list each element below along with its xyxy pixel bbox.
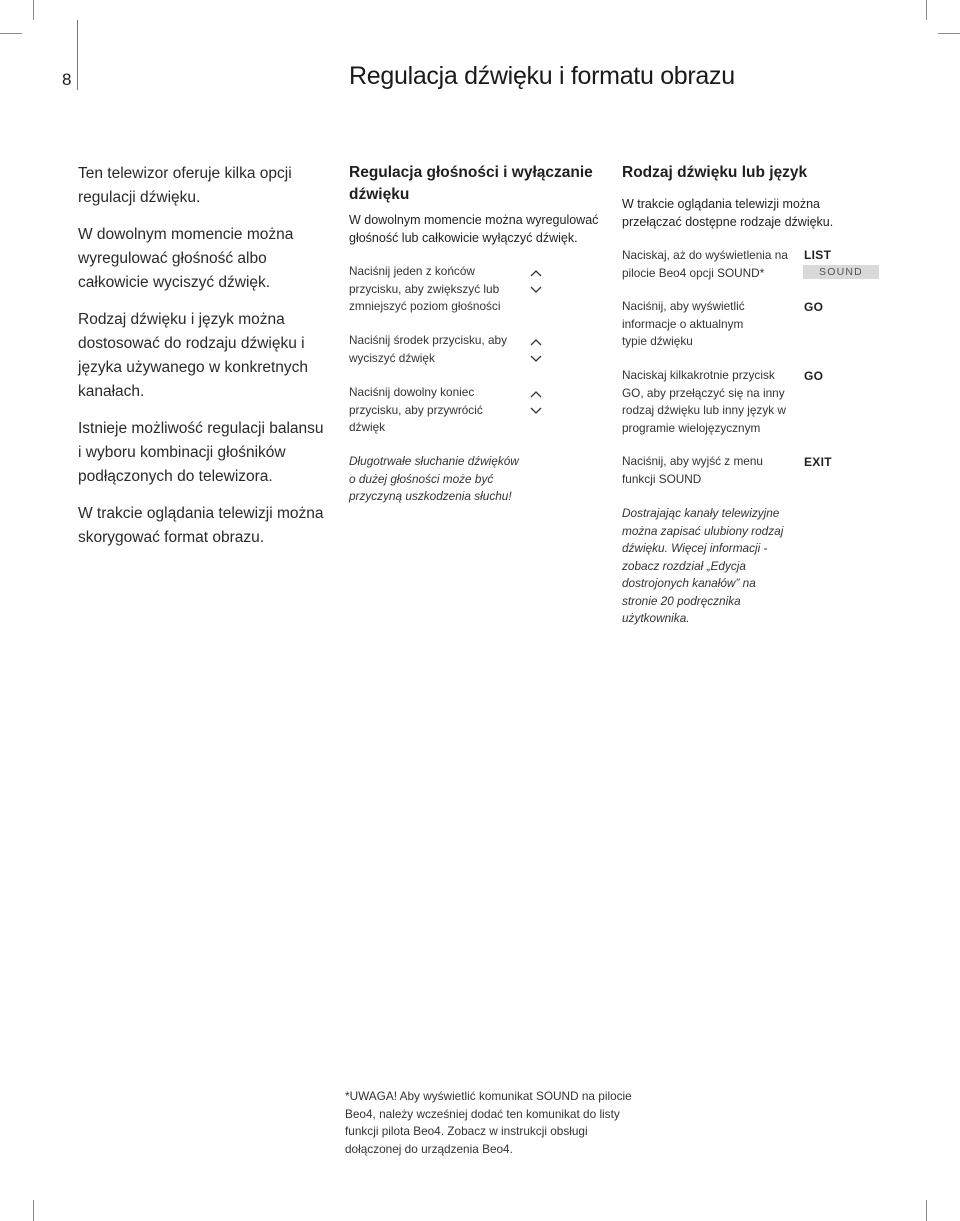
chevron-down-icon bbox=[528, 406, 544, 416]
volume-heading: Regulacja głośności i wyłączanie dźwięku bbox=[349, 164, 593, 203]
page-number: 8 bbox=[62, 70, 72, 89]
footnote: *UWAGA! Aby wyświetlić komunikat SOUND na pilocie Beo4, należy wcześniej dodać ten komunikat do listy funkcji pilota Beo4. Zobacz w instrukcji obsługi dołączonej do urządzenia Beo4. bbox=[345, 1089, 632, 1156]
volume-step-3: Naciśnij dowolny koniec przycisku, aby przywrócić dźwięk bbox=[349, 385, 483, 434]
crop-mark-top-right-v bbox=[926, 0, 927, 20]
sound-step-2: Naciśnij, aby wyświetlić informacje o aktualnym typie dźwięku bbox=[622, 299, 745, 348]
crop-mark-top-left-h bbox=[0, 33, 22, 34]
intro-paragraph-1: Ten telewizor oferuje kilka opcji regulacji dźwięku. bbox=[78, 165, 292, 206]
sound-tip: Dostrajając kanały telewizyjne można zapisać ulubiony rodzaj dźwięku. Więcej informacji - zobacz rozdział „Edycja dostrojonych kanałów” na stronie 20 podręcznika użytkownika. bbox=[622, 506, 784, 625]
intro-paragraph-2: W dowolnym momencie można wyregulować głośność albo całkowicie wyciszyć dźwięk. bbox=[78, 226, 294, 291]
chevron-down-icon bbox=[528, 354, 544, 364]
display-sound: SOUND bbox=[803, 265, 879, 279]
crop-mark-bottom-left-v bbox=[33, 1200, 34, 1221]
chevron-up-icon bbox=[528, 389, 544, 399]
key-exit: EXIT bbox=[804, 455, 832, 469]
volume-step-2: Naciśnij środek przycisku, aby wyciszyć dźwięk bbox=[349, 333, 508, 365]
chevron-down-icon bbox=[528, 285, 544, 295]
page-title: Regulacja dźwięku i formatu obrazu bbox=[349, 62, 735, 90]
sound-step-4: Naciśnij, aby wyjść z menu funkcji SOUND bbox=[622, 454, 763, 486]
crop-mark-top-left-v bbox=[33, 0, 34, 20]
sound-step-3: Naciskaj kilkakrotnie przycisk GO, aby przełączyć się na inny rodzaj dźwięku lub inny język w programie wielojęzycznym bbox=[622, 368, 786, 435]
volume-lead: W dowolnym momencie można wyregulować głośność lub całkowicie wyłączyć dźwięk. bbox=[349, 213, 599, 245]
chevron-up-icon bbox=[528, 337, 544, 347]
key-go: GO bbox=[804, 300, 824, 314]
volume-step-1: Naciśnij jeden z końców przycisku, aby zwiększyć lub zmniejszyć poziom głośności bbox=[349, 264, 501, 313]
header-divider bbox=[77, 20, 78, 90]
intro-column bbox=[78, 162, 328, 563]
intro-paragraph-4: Istnieje możliwość regulacji balansu i wyboru kombinacji głośników podłączonych do telewizora. bbox=[78, 420, 324, 485]
intro-paragraph-3: Rodzaj dźwięku i język można dostosować do rodzaju dźwięku i języka używanego w konkretnych kanałach. bbox=[78, 311, 309, 400]
crop-mark-bottom-right-v bbox=[926, 1200, 927, 1221]
chevron-up-icon bbox=[528, 268, 544, 278]
sound-heading: Rodzaj dźwięku lub język bbox=[622, 164, 808, 181]
key-list: LIST bbox=[804, 248, 832, 262]
crop-mark-top-right-h bbox=[938, 33, 960, 34]
volume-section bbox=[349, 162, 609, 206]
intro-paragraph-5: W trakcie oglądania telewizji można skorygować format obrazu. bbox=[78, 505, 324, 546]
key-go-repeat: GO bbox=[804, 369, 824, 383]
sound-lead: W trakcie oglądania telewizji można przełączać dostępne rodzaje dźwięku. bbox=[622, 197, 834, 229]
sound-step-1: Naciskaj, aż do wyświetlenia na pilocie Beo4 opcji SOUND* bbox=[622, 248, 788, 280]
volume-warning: Długotrwałe słuchanie dźwięków o dużej głośności może być przyczyną uszkodzenia słuchu! bbox=[349, 454, 519, 503]
